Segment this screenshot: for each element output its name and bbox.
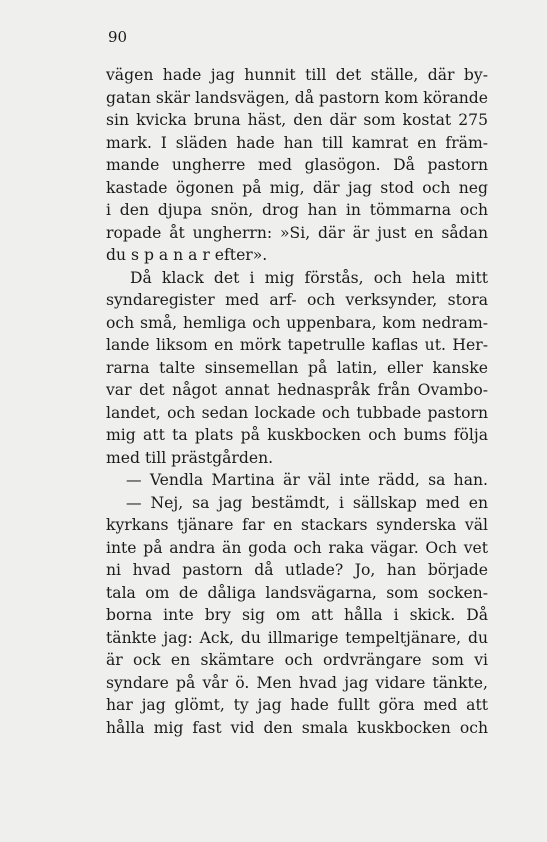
- text-line: och små, hemliga och uppenbara, kom nedram-: [106, 313, 488, 332]
- text-line: borna inte bry sig om att hålla i skick. Då: [106, 606, 488, 624]
- text-line: Då klack det i mig förstås, och hela mitt: [130, 268, 488, 287]
- text-line: du s p a n a r efter».: [106, 246, 268, 264]
- text-line: i den djupa snön, drog han in tömmarna och: [106, 201, 488, 219]
- text-line: — Nej, sa jag bestämdt, i sällskap med en: [126, 493, 488, 512]
- text-line: är ock en skämtare och ordvrängare som vi: [106, 651, 488, 669]
- text-line: tala om de dåliga landsvägarna, som socken-: [106, 583, 488, 602]
- text-line: rarna talte sinsemellan på latin, eller kanske: [106, 358, 488, 377]
- text-line: med till prästgården.: [106, 448, 274, 467]
- body-text: [106, 64, 488, 739]
- text-line: lande liksom en mörk tapetrulle kaflas ut. Her-: [106, 336, 488, 354]
- text-line: sin kvicka bruna häst, den där som kostat 275: [106, 111, 488, 129]
- text-line: var det något annat hednaspråk från Ovambo-: [106, 381, 488, 399]
- text-line: landet, och sedan lockade och tubbade pastorn: [106, 403, 488, 422]
- text-line: tänkte jag: Ack, du illmarige tempeltjänare, du: [106, 628, 488, 647]
- text-line: gatan skär landsvägen, då pastorn kom körande: [106, 88, 488, 107]
- text-line: inte på andra än goda och raka vägar. Och vet: [106, 538, 488, 557]
- text-line: vägen hade jag hunnit till det ställe, där by-: [106, 66, 488, 84]
- text-line: hålla mig fast vid den smala kuskbocken och: [106, 718, 488, 737]
- text-line: kastade ögonen på mig, där jag stod och neg: [106, 178, 488, 197]
- text-line: ni hvad pastorn då utlade? Jo, han började: [106, 561, 488, 579]
- text-line: syndaregister med arf- och verksynder, stora: [106, 291, 488, 309]
- text-line: mark. I släden hade han till kamrat en främ-: [106, 133, 488, 152]
- text-line: syndare på vår ö. Men hvad jag vidare tänkte,: [106, 673, 488, 692]
- text-line: — Vendla Martina är väl inte rädd, sa han.: [126, 471, 488, 489]
- text-line: har jag glömt, ty jag hade fullt göra med att: [106, 696, 488, 714]
- text-line: mande ungherre med glasögon. Då pastorn: [106, 156, 488, 174]
- page-number: 90: [108, 28, 128, 46]
- text-line: ropade åt ungherrn: »Si, där är just en sådan: [106, 223, 488, 242]
- text-line: kyrkans tjänare far en stackars synderska väl: [106, 516, 488, 534]
- text-line: mig att ta plats på kuskbocken och bums följa: [106, 426, 488, 444]
